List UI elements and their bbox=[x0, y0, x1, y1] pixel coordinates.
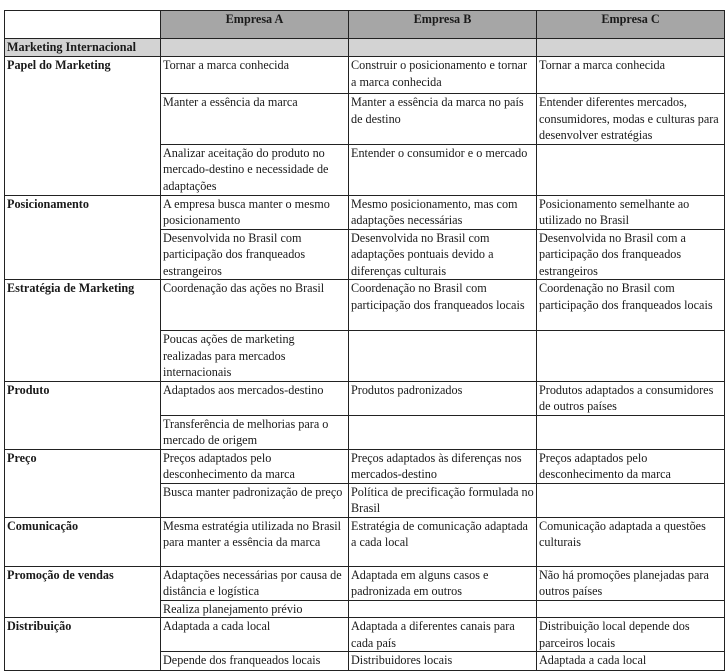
cell-empresa-b: Distribuidores locais bbox=[349, 652, 537, 671]
cell-empresa-b: Preços adaptados às diferenças nos mercados-destino bbox=[349, 449, 537, 483]
cell-empresa-a: Transferência de melhorias para o mercado de origem bbox=[161, 415, 349, 449]
category-label: Papel do Marketing bbox=[5, 57, 161, 196]
category-label: Comunicação bbox=[5, 517, 161, 566]
category-label: Posicionamento bbox=[5, 195, 161, 280]
cell-empresa-a: Preços adaptados pelo desconhecimento da marca bbox=[161, 449, 349, 483]
cell-empresa-b: Adaptada a diferentes canais para cada país bbox=[349, 618, 537, 652]
table-row bbox=[5, 618, 725, 652]
cell-empresa-b: Entender o consumidor e o mercado bbox=[349, 144, 537, 195]
cell-empresa-c: Produtos adaptados a consumidores de outros países bbox=[537, 381, 725, 415]
cell-empresa-a: Desenvolvida no Brasil com participação dos franqueados estrangeiros bbox=[161, 229, 349, 280]
table-row bbox=[5, 517, 725, 566]
cell-empresa-c: Entender diferentes mercados, consumidores, modas e culturas para desenvolver estratégias bbox=[537, 94, 725, 145]
cell-empresa-b: Manter a essência da marca no país de destino bbox=[349, 94, 537, 145]
cell-empresa-c: Desenvolvida no Brasil com a participação dos franqueados estrangeiros bbox=[537, 229, 725, 280]
cell-empresa-b bbox=[349, 331, 537, 382]
section-cell bbox=[537, 39, 725, 57]
cell-empresa-c: Tornar a marca conhecida bbox=[537, 57, 725, 94]
category-label: Preço bbox=[5, 449, 161, 517]
section-cell bbox=[161, 39, 349, 57]
category-label: Promoção de vendas bbox=[5, 566, 161, 618]
cell-empresa-c: Comunicação adaptada a questões culturais bbox=[537, 517, 725, 566]
cell-empresa-c bbox=[537, 144, 725, 195]
cell-empresa-c bbox=[537, 483, 725, 517]
cell-empresa-b: Produtos padronizados bbox=[349, 381, 537, 415]
cell-empresa-c: Não há promoções planejadas para outros países bbox=[537, 566, 725, 600]
cell-empresa-a: Manter a essência da marca bbox=[161, 94, 349, 145]
cell-empresa-c: Posicionamento semelhante ao utilizado no Brasil bbox=[537, 195, 725, 229]
table-row bbox=[5, 381, 725, 415]
section-cell bbox=[349, 39, 537, 57]
cell-empresa-c: Coordenação no Brasil com participação dos franqueados locais bbox=[537, 280, 725, 331]
cell-empresa-c: Adaptada a cada local bbox=[537, 652, 725, 671]
table-row bbox=[5, 280, 725, 331]
cell-empresa-a: Mesma estratégia utilizada no Brasil para manter a essência da marca bbox=[161, 517, 349, 566]
cell-empresa-b: Estratégia de comunicação adaptada a cada local bbox=[349, 517, 537, 566]
table-row bbox=[5, 195, 725, 229]
marketing-comparison-table bbox=[4, 10, 725, 671]
column-header-empresa-b: Empresa B bbox=[349, 11, 537, 39]
cell-empresa-b: Mesmo posicionamento, mas com adaptações necessárias bbox=[349, 195, 537, 229]
category-label: Distribuição bbox=[5, 618, 161, 671]
cell-empresa-c bbox=[537, 331, 725, 382]
cell-empresa-c bbox=[537, 415, 725, 449]
cell-empresa-b: Desenvolvida no Brasil com adaptações pontuais devido a diferenças culturais bbox=[349, 229, 537, 280]
category-label: Estratégia de Marketing bbox=[5, 280, 161, 382]
column-header-empresa-c: Empresa C bbox=[537, 11, 725, 39]
cell-empresa-a: Analizar aceitação do produto no mercado-destino e necessidade de adaptações bbox=[161, 144, 349, 195]
cell-empresa-a: A empresa busca manter o mesmo posicionamento bbox=[161, 195, 349, 229]
section-title: Marketing Internacional bbox=[5, 39, 161, 57]
section-row bbox=[5, 39, 725, 57]
table-row bbox=[5, 566, 725, 600]
cell-empresa-a: Coordenação das ações no Brasil bbox=[161, 280, 349, 331]
cell-empresa-c: Distribuição local depende dos parceiros locais bbox=[537, 618, 725, 652]
cell-empresa-a: Tornar a marca conhecida bbox=[161, 57, 349, 94]
cell-empresa-a: Realiza planejamento prévio bbox=[161, 600, 349, 618]
cell-empresa-a: Busca manter padronização de preço bbox=[161, 483, 349, 517]
cell-empresa-b: Construir o posicionamento e tornar a marca conhecida bbox=[349, 57, 537, 94]
cell-empresa-a: Poucas ações de marketing realizadas para mercados internacionais bbox=[161, 331, 349, 382]
cell-empresa-a: Adaptados aos mercados-destino bbox=[161, 381, 349, 415]
column-header-empresa-a: Empresa A bbox=[161, 11, 349, 39]
category-label: Produto bbox=[5, 381, 161, 449]
cell-empresa-b: Adaptada em alguns casos e padronizada em outros bbox=[349, 566, 537, 600]
header-corner bbox=[5, 11, 161, 39]
cell-empresa-b: Coordenação no Brasil com participação dos franqueados locais bbox=[349, 280, 537, 331]
cell-empresa-c: Preços adaptados pelo desconhecimento da marca bbox=[537, 449, 725, 483]
header-row bbox=[5, 11, 725, 39]
table-row bbox=[5, 449, 725, 483]
cell-empresa-a: Adaptada a cada local bbox=[161, 618, 349, 652]
cell-empresa-a: Depende dos franqueados locais bbox=[161, 652, 349, 671]
cell-empresa-b bbox=[349, 600, 537, 618]
cell-empresa-b: Política de precificação formulada no Brasil bbox=[349, 483, 537, 517]
cell-empresa-a: Adaptações necessárias por causa de distância e logística bbox=[161, 566, 349, 600]
cell-empresa-b bbox=[349, 415, 537, 449]
table-row bbox=[5, 57, 725, 94]
cell-empresa-c bbox=[537, 600, 725, 618]
